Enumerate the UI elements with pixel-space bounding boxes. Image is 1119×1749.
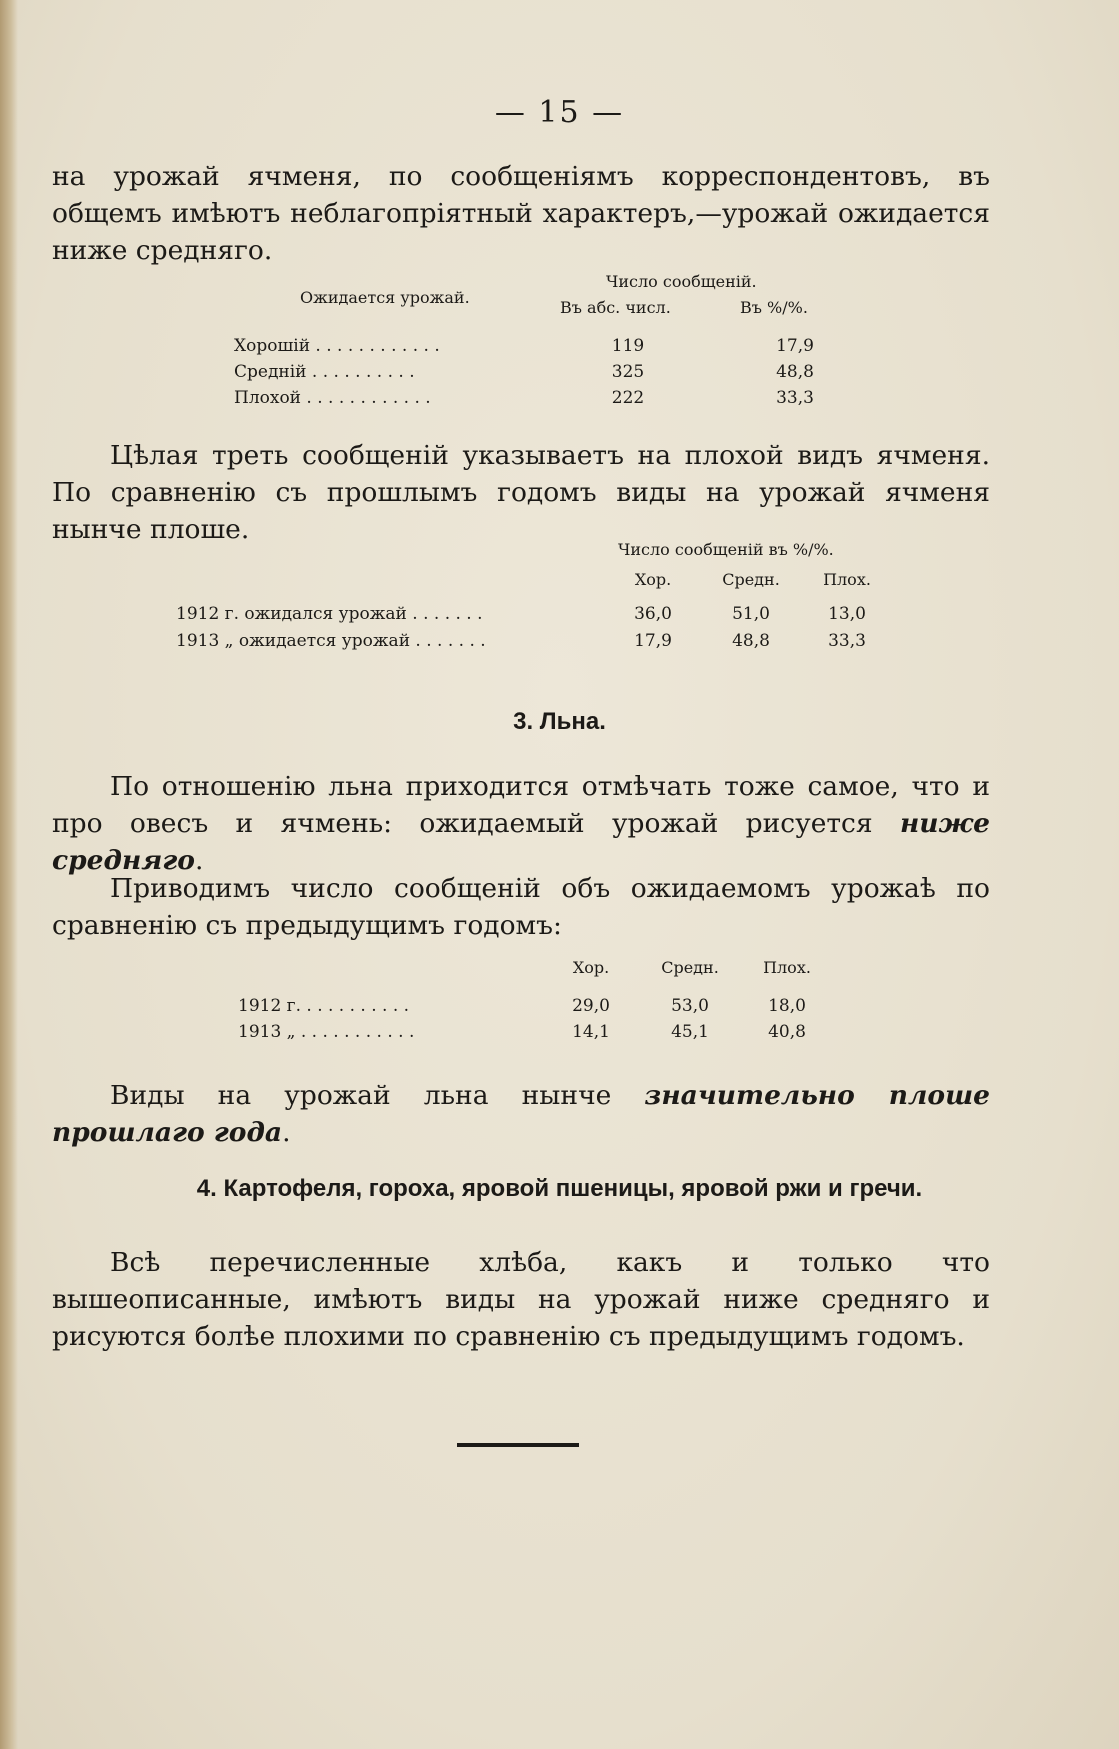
table-header-good: Хор. (634, 570, 672, 589)
table-cell-medium: 51,0 (732, 604, 770, 624)
table-header-medium: Средн. (661, 958, 719, 977)
table-cell-bad: 13,0 (828, 604, 866, 624)
table-flax-years (0, 958, 1119, 1048)
table-header-bad: Плох. (823, 570, 871, 589)
table-header-medium: Средн. (722, 570, 780, 589)
table-row-label: 1912 г. ожидался урожай . . . . . . . (176, 604, 483, 624)
paragraph-flax-text: По отношенію льна приходится отмѣчать тоже самое, что и про овесъ и ячмень: ожидаемый урожай рисуется (52, 771, 990, 839)
table-cell-abs: 222 (611, 388, 645, 408)
table-cell-medium: 45,1 (671, 1022, 709, 1042)
table-cell-medium: 53,0 (671, 996, 709, 1016)
table-header-reports-percent: Число сообщеній въ %/%. (618, 540, 834, 559)
paragraph-barley-intro: на урожай ячменя, по сообщеніямъ корреспондентовъ, въ общемъ имѣютъ неблагопріятный характеръ,—урожай ожидается ниже средняго. (52, 161, 990, 266)
page-number: — 15 — (494, 95, 625, 130)
table-row-label: Плохой . . . . . . . . . . . . (234, 388, 431, 408)
table-cell-good: 36,0 (634, 604, 672, 624)
table-header-good: Хор. (572, 958, 610, 977)
paragraph-flax-reports: Приводимъ число сообщеній объ ожидаемомъ урожаѣ по сравненію съ предыдущимъ годомъ: (52, 873, 990, 941)
paragraph-flax-conclusion-text: Виды на урожай льна нынче (110, 1080, 645, 1111)
table-cell-bad: 40,8 (768, 1022, 806, 1042)
paragraph-flax-conclusion-emphasis: значительно плоше прошлаго года (52, 1080, 990, 1148)
paragraph-flax-conclusion (52, 1077, 990, 1151)
table-cell-pct: 48,8 (776, 362, 814, 382)
table-cell-abs: 119 (611, 336, 645, 356)
table-cell-good: 17,9 (634, 631, 672, 651)
table-row-label: 1913 „ . . . . . . . . . . . (238, 1022, 415, 1042)
paragraph-flax-emphasis: ниже средняго (52, 808, 990, 876)
table-cell-pct: 17,9 (776, 336, 814, 356)
table-row-label: Хорошій . . . . . . . . . . . . (234, 336, 440, 356)
table-row-label: 1912 г. . . . . . . . . . . (238, 996, 410, 1016)
paragraph-other-crops: Всѣ перечисленные хлѣба, какъ и только что вышеописанные, имѣютъ виды на урожай ниже средняго и рисуются болѣе плохими по сравненію съ предыдущимъ годомъ. (52, 1247, 990, 1352)
table-cell-good: 29,0 (572, 996, 610, 1016)
paragraph-flax-end: . (194, 845, 204, 876)
end-rule (457, 1443, 579, 1447)
section-heading-other-crops: 4. Картофеля, гороха, яровой пшеницы, яровой ржи и гречи. (196, 1175, 923, 1202)
table-header-absolute: Въ абс. числ. (560, 298, 671, 317)
paragraph-flax-intro (52, 768, 990, 879)
paragraph-barley-comparison: Цѣлая треть сообщеній указываетъ на плохой видъ ячменя. По сравненію съ прошлымъ годомъ виды на урожай ячменя нынче плоше. (52, 440, 990, 545)
page-spine-shadow (0, 0, 18, 1749)
table-cell-bad: 33,3 (828, 631, 866, 651)
paragraph-flax-conclusion-end: . (282, 1117, 291, 1148)
table-barley-years (0, 540, 1119, 650)
table-header-number-of-reports: Число сообщеній. (606, 272, 757, 291)
table-cell-medium: 48,8 (732, 631, 770, 651)
table-cell-abs: 325 (611, 362, 645, 382)
table-header-percent: Въ %/%. (740, 298, 808, 317)
table-cell-bad: 18,0 (768, 996, 806, 1016)
table-cell-pct: 33,3 (776, 388, 814, 408)
table-row-label: Средній . . . . . . . . . . (234, 362, 415, 382)
table-cell-good: 14,1 (572, 1022, 610, 1042)
table-header-bad: Плох. (763, 958, 811, 977)
table-header-expected-harvest: Ожидается урожай. (300, 288, 470, 307)
table-barley-expected (0, 268, 1119, 408)
section-heading-flax: 3. Льна. (513, 708, 606, 735)
table-row-label: 1913 „ ожидается урожай . . . . . . . (176, 631, 486, 651)
